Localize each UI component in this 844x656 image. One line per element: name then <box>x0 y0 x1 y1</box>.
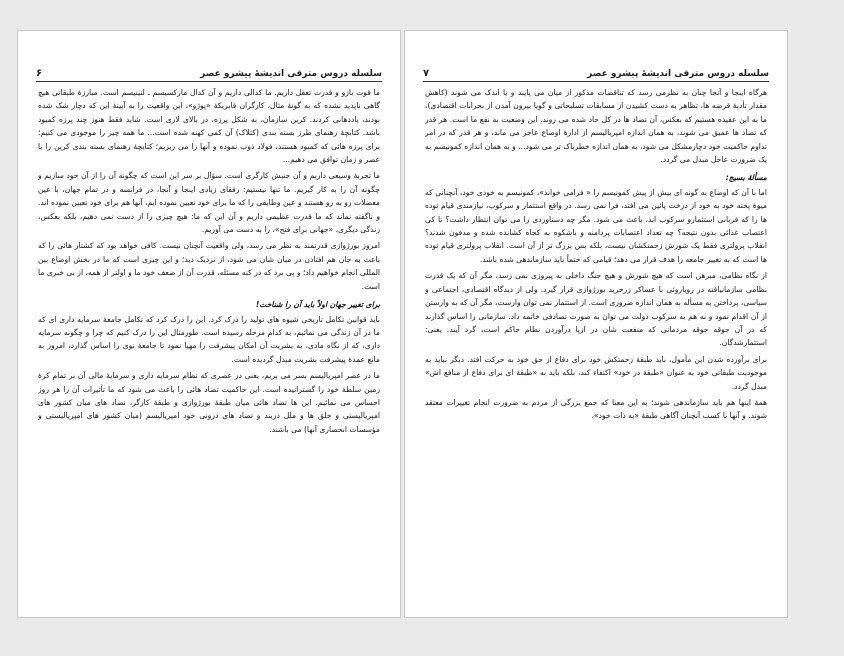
left-page-number: ۶ <box>36 68 43 79</box>
left-paragraph-2: ما تجربهٔ وسیعی داریم و آن جنبش کارگری است. سؤال بر سر این است که چگونه آن را از آن خود سازیم و چگونه آن را به کار گیریم. ما تنها نیستیم: رفقای زیادی اینجا و آنجا، در فرانسه و در تمام جهان، با عین معضلات رو به رو هستند و عین وظایفی را که ما برای خود تعیین نموده ایم، آنها هم برای خود تعیین نموده اند. و ناگفته نماند که ما قدرت عظیمی داریم و آن این که ما: هیچ چیزی را از دست نمی دهیم، بلکه بعکس، زندگی دیگری، «جهانی برای فتح»، را به دست می آوریم. <box>38 171 380 235</box>
right-section-paragraph-4: همهٔ اینها هم باید سازماندهی شوند؛ به این معنا که جمع بزرگی از مردم به ضرورت انجام تغییرات معتقد شوند. و آنها با کسب آنچنان آگاهی طبقهٔ «به ذات خود»، <box>425 397 767 421</box>
left-page-content <box>38 86 380 602</box>
right-page-content <box>425 86 767 602</box>
left-header-title: سلسله دروس مترقی اندیشهٔ پیشرو عصر <box>200 69 382 79</box>
right-page <box>404 30 788 618</box>
left-section-paragraph-1: باید قوانین تکامل تاریخی شیوه های تولید را درک کرد. این را درک کرد که تکامل جامعهٔ سرمایه داری ای که ما در آن زندگی می نمائیم، به کدام مرحله رسیده است. طورمثال این را درک کنیم که چرا و چگونه سرمایه داری، که از نگاه مادی، به بشریت آن امکان پیشرفت را مهیا نمود تا جامعهٔ نوی را اساس گذارد، امروز به مانع عمدهٔ پیشرفت بشریت مبدل گردیده است. <box>38 314 380 364</box>
left-paragraph-1: ما قوت بازو و قدرت تعقل داریم. ما کدالی داریم و آن کدال مارکسیسم ـ لنینیسم است. مبارزهٔ طبقاتی هیچ گاهی ناپدید نشده که به گونهٔ مثال، کارگران فابریکهٔ «پوژو»، این واقعیت را به آیینهٔ این که دچار شک شده بودند، یاددهانی کردند. کرین سازمان، به شکل پرزه، در بالای لاری است. شاید فقط هنوز چند پرزه کمبود باشد. کتابچهٔ رهنمای طرز بسته بندی (کتلاک) آن کمی کهنه شده است... ما همه چیز را موجودی می کنیم؛ برای پرزه هائی که کمبود هستند، فولاد ذوب نموده و آنها را می ریزیم؛ کتابچهٔ رهنمای بسته بندی کرین را با عصر و زمان توافق می دهیم... <box>38 88 380 165</box>
right-header-title: سلسله دروس مترقی اندیشهٔ پیشرو عصر <box>587 69 769 79</box>
right-paragraph-1: هرگاه اینجا و آنجا چنان به نظرمی رسد که تناقضات مذکور از میان می پایند و یا اندک می شوند (کاهش مقدار تأدیهٔ قرضه ها، تظاهر به دست کشیدن از مسابقات تسلیحاتی و گویا بیرون آمدن از بحرانات اقتصادی)، ما به این عقیده هستیم که بعکس، آن تضاد ها در کل حاد شده می روند. این وضعیت به نفع ما است. هر قدر که تضاد ها عمیق می شوند، به همان اندازه امپریالیسم از ادارهٔ اوضاع عاجز می ماند، و هر قدر که در امر تداوم حاکمیت خود دچارمشکل می شود، به همان اندازه خطرناک تر می شود... و به همان اندازه کمونیسم به یک ضرورت عاجل مبدل می گردد. <box>425 88 767 165</box>
right-section-paragraph-2: از نگاه نظامی، مبرهن است که هیچ شورش و هیچ جنگ داخلی به پیروزی نمی رسد، مگر آن که یک قدرت نظامی سازمانیافته در رویاروئی با عساکر زرخرید بورژوازی قرار گیرد. ولی از دیدگاه اقتصادی، اجتماعی و سیاسی، پرداختن به مسأله به همان اندازه ضروری است. از استثمار نمی توان وارست، مگر آن که به وارستن از آن اقدام نمود و نه هم به سرکوب دولت می توان به صورت تصادفی خاتمه داد. سازمانی را اساس گذارند که در آن جوقه جوقه مردمانی که منفعت شان در ازپا درآوردن نظام حاکم است، گرد آیند. یعنی: استثمارشدگان. <box>425 271 767 348</box>
right-section-paragraph-1: اما با آن که اوضاع به گونه ای بیش از پیش کمونیسم را « فرامی خواند»، کمونیسم به خودی خود، آنچنانی که میوهٔ پخته خود به خود از درخت پائین می افتد، فرا نمی رسد. در واقع استثمار و سرکوب، نیازمندی قیام توده ها را که قربانی استثمارو سرکوب اند، باعث می شود. مگر چه دستاوردی را می توان انتظار داشت؟ تا کی اعتصاب غذائی بدون نتیجه؟ چه تعداد اعتصابات پردامنه و باشکوه به کجاه کشانده شده و مدفون شدند؟ انقلاب پرولتری فقط یک شورش زحمتکشان نیست، بلکه بس بزرگ تر از آن است. انقلاب پرولتری قیام توده ها است که به تغییر جامعه را هدف قرار می دهد؛ قیامی که حتماً باید سازماندهی شده باشد. <box>425 187 767 264</box>
right-page-header <box>423 61 769 82</box>
left-page <box>17 30 401 618</box>
left-paragraph-3: امروز بورژوازی قدرتمند به نظر می رسد، ولی واقعیت آنچنان نیست. کافی خواهد بود که کشتار هائی را که باعث به جان هم افتادن در میان شان می شود، از نزدیک دید؛ و این چیزی است که ما در بخش اوضاع بین المللی انجام خواهیم داد؛ و پی برد که در کنه مسئله، قدرت آن از ضعف خود ما و اولتر از همه، از بی خبری ما است. <box>38 241 380 291</box>
left-page-header <box>36 61 382 82</box>
right-section-paragraph-3: برای برآورده شدن این مأمول، باید طبقهٔ زحمتکش خود برای دفاع از حق خود به حرکت افتد. دیگر نباید به موجودیت طبقاتی خود به عنوان «طبقهٔ در خود» اکتفاء کند، بلکه باید به «طبقهٔ ای برای دفاع از منافع اش» مبدل گردد. <box>425 354 767 391</box>
left-section-paragraph-2: ما در عصر امپریالیسم بسر می بریم، یعنی در عصری که نظام سرمایه داری و سرمایهٔ مالی آن بر تمام کرهٔ زمین سلطهٔ خود را گسترانیده است. این حاکمیت تضاد هائی را باعث می شود که ما تأثیرات آن را هر روز احساس می نمائیم. این ها تضاد هائی میان طبقهٔ بورژوازی و طبقهٔ کارگر، تضاد های میان کشور های امپریالیستی و خلق ها و ملل دربند و تضاد های درونی خود امپریالیسم (میان کشور های امپریالیستی و مؤسسات انحصاری آنها) می باشند. <box>38 371 380 434</box>
left-section-heading: برای تغییر جهان اولاً باید آن را شناخت! <box>255 300 380 310</box>
right-section-heading: مسألهٔ بسیج: <box>725 173 767 183</box>
right-page-number: ۷ <box>423 68 430 79</box>
